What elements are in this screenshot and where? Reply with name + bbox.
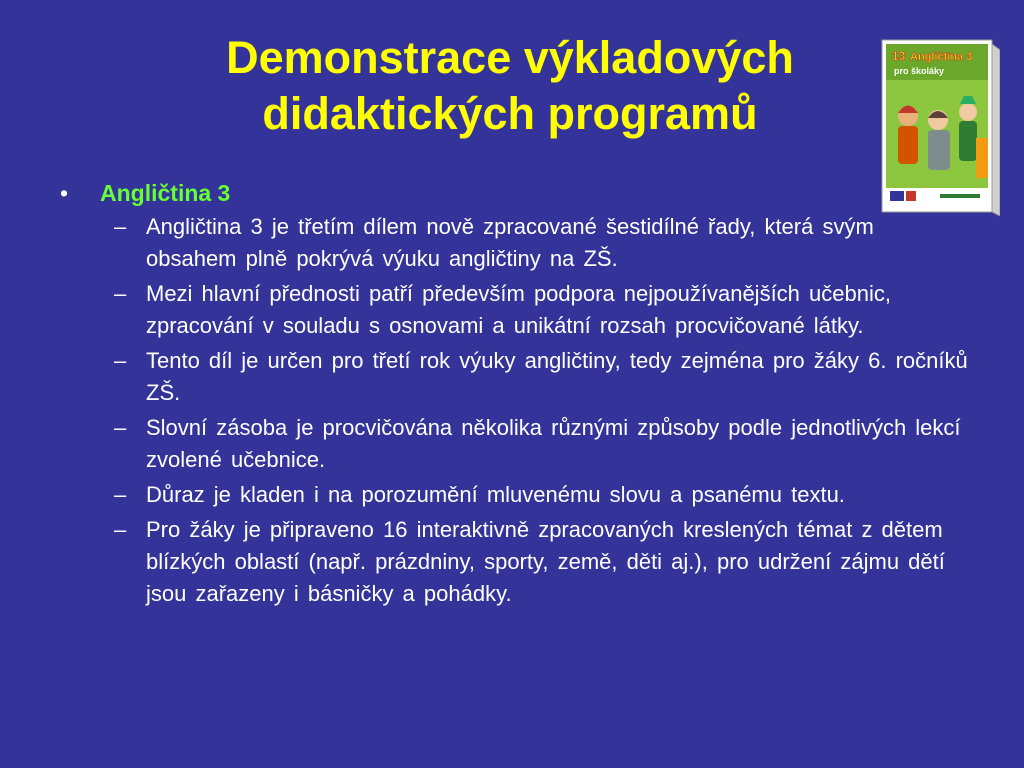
main-bullet-label: Angličtina 3	[100, 180, 231, 206]
sub-bullet-item	[114, 479, 970, 511]
title-line-2: didaktických programů	[262, 88, 758, 139]
cover-title	[910, 51, 972, 63]
sub-bullet-text: Pro žáky je připraveno 16 interaktivně zpracovaných kreslených témat z dětem blízkých oblastí (např. prázdniny, sporty, země, děti aj.), pro udržení zájmu dětí jsou zařazeny i básničky a pohádky.	[146, 517, 945, 606]
slide-content	[60, 180, 970, 613]
sub-bullet-item	[114, 514, 970, 610]
svg-text:pro školáky: pro školáky	[894, 66, 945, 76]
sub-bullet-list	[60, 211, 970, 610]
svg-text:Angličtina 3: Angličtina 3	[910, 51, 973, 63]
sub-bullet-item	[114, 345, 970, 409]
dash-marker: –	[114, 348, 127, 373]
dash-marker: –	[114, 517, 127, 542]
slide-title	[130, 30, 890, 142]
dash-marker: –	[114, 482, 127, 507]
dash-marker: –	[114, 214, 127, 239]
sub-bullet-text: Mezi hlavní přednosti patří především podpora nejpoužívanějších učebnic, zpracování v souladu s osnovami a unikátní rozsah procvičované látky.	[146, 281, 891, 338]
sub-bullet-item	[114, 278, 970, 342]
sub-bullet-item	[114, 412, 970, 476]
title-line-1: Demonstrace výkladových	[226, 32, 794, 83]
bullet-marker: •	[60, 180, 69, 206]
sub-bullet-item	[114, 211, 970, 275]
svg-text:13: 13	[892, 49, 906, 63]
sub-bullet-text: Slovní zásoba je procvičována několika různými způsoby podle jednotlivých lekcí zvolené učebnice.	[146, 415, 961, 472]
main-bullet	[60, 180, 970, 207]
sub-bullet-text: Tento díl je určen pro třetí rok výuky angličtiny, tedy zejména pro žáky 6. ročníků ZŠ.	[146, 348, 968, 405]
sub-bullet-text: Důraz je kladen i na porozumění mluvenému slovu a psanému textu.	[146, 482, 845, 507]
dash-marker: –	[114, 281, 127, 306]
dash-marker: –	[114, 415, 127, 440]
sub-bullet-text: Angličtina 3 je třetím dílem nově zpracované šestidílné řady, která svým obsahem plně pokrývá výuku angličtiny na ZŠ.	[146, 214, 874, 271]
cover-number	[892, 49, 906, 63]
cover-subtitle	[894, 66, 944, 76]
